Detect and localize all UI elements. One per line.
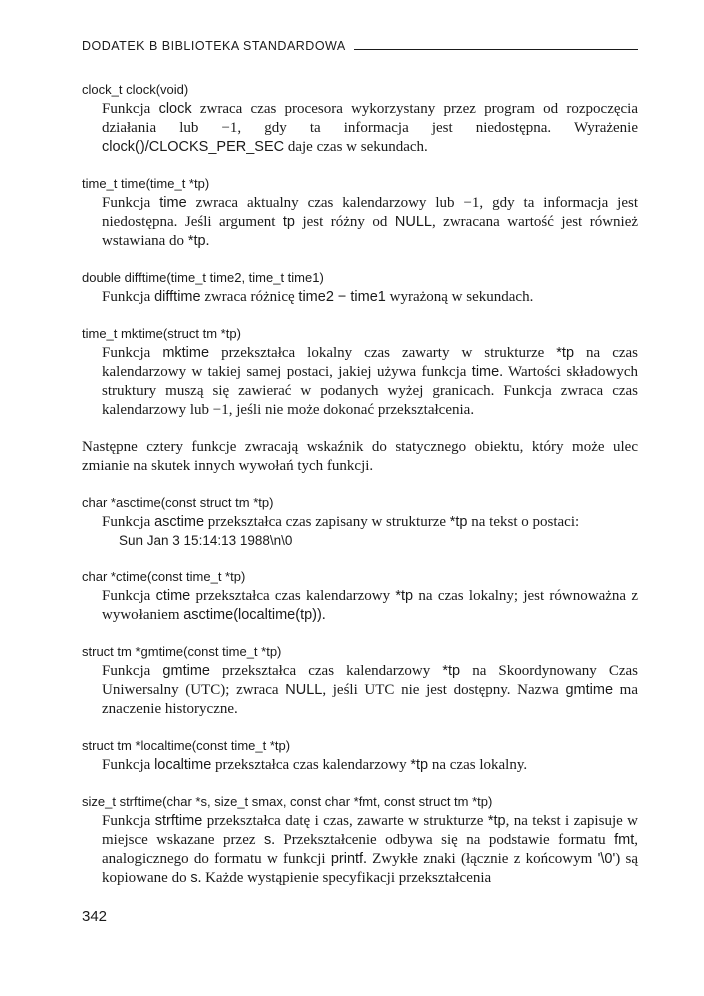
code-term: *tp [442, 663, 461, 679]
description-text: Funkcja [102, 757, 155, 773]
description-text: na tekst o postaci: [467, 514, 580, 530]
description-text: Funkcja [102, 101, 159, 117]
page-number: 342 [82, 908, 108, 925]
description-text: na czas lokalny; jest równoważna z wywołaniem [102, 588, 638, 623]
page-content [82, 81, 638, 906]
code-term: *tp [449, 514, 468, 530]
function-description [102, 587, 638, 625]
function-signature: char *asctime(const struct tm *tp) [82, 495, 274, 510]
code-term: strftime [154, 813, 203, 829]
code-term: gmtime [162, 663, 210, 679]
header-title: DODATEK B BIBLIOTEKA STANDARDOWA [82, 39, 346, 53]
function-description [102, 662, 638, 719]
running-header [82, 39, 638, 53]
code-term: difftime [154, 289, 201, 305]
code-term: time [159, 195, 187, 211]
code-term: mktime [162, 345, 210, 361]
description-text: przekształca czas kalendarzowy [211, 757, 411, 773]
description-text: . Przekształcenie odbywa się na podstawie formatu [271, 832, 615, 848]
description-text: na czas kalendarzowy w takiej samej postaci, jakiej używa funkcja [102, 345, 639, 380]
code-term: tp [282, 214, 295, 230]
code-term: clock()/CLOCKS_PER_SEC [102, 139, 285, 155]
function-description [102, 812, 638, 888]
output-example: Sun Jan 3 15:14:13 1988\n\0 [119, 533, 293, 548]
description-text: . [205, 233, 210, 249]
code-term: *tp [395, 588, 414, 604]
description-text: Funkcja [102, 813, 155, 829]
function-entry [82, 568, 638, 625]
code-term: fmt [614, 832, 635, 848]
function-description [102, 756, 638, 775]
function-signature: struct tm *gmtime(const time_t *tp) [82, 644, 282, 659]
function-description [102, 288, 638, 307]
description-text: jest różny od [294, 214, 395, 230]
code-term: time2 − time1 [298, 289, 386, 305]
description-text: zwraca czas procesora wykorzystany przez program od rozpoczęcia działania lub −1, gdy ta informacja jest niedostępna. Wyrażenie [102, 101, 638, 136]
function-signature: time_t time(time_t *tp) [82, 176, 210, 191]
description-text: . Wartości składowych struktury muszą się zawierać w podanych wyżej granicach. Funkcja zwraca czas kalendarzowy lub −1, jeśli nie może dokonać przekształcenia. [102, 364, 638, 418]
description-text: daje czas w sekundach. [284, 139, 428, 155]
description-text: , jeśli UTC nie jest dostępny. Nazwa [322, 682, 566, 698]
description-text: Funkcja [102, 345, 163, 361]
description-text: zwraca różnicę [200, 289, 299, 305]
code-term: *tp [187, 233, 206, 249]
function-signature: struct tm *localtime(const time_t *tp) [82, 738, 291, 753]
description-text: przekształca lokalny czas zawarty w strukturze [209, 345, 557, 361]
function-signature: double difftime(time_t time2, time_t time1) [82, 270, 324, 285]
description-text: , zwracana wartość jest również wstawiana do [102, 214, 639, 249]
description-text: wyrażoną w sekundach. [385, 289, 534, 305]
function-entry [82, 269, 638, 307]
code-term: ctime [155, 588, 191, 604]
description-text: Funkcja [102, 663, 163, 679]
description-text: przekształca czas zapisany w strukturze [204, 514, 450, 530]
function-description [102, 100, 638, 157]
function-entry [82, 737, 638, 775]
function-signature: clock_t clock(void) [82, 82, 189, 97]
function-entries-group-1 [82, 81, 638, 420]
function-entry [82, 81, 638, 157]
code-term: *tp [410, 757, 429, 773]
function-description [102, 344, 638, 420]
code-term: time [471, 364, 500, 380]
code-term: s [263, 832, 272, 848]
function-signature: time_t mktime(struct tm *tp) [82, 326, 241, 341]
code-term: asctime(localtime(tp)) [183, 607, 322, 623]
code-term: printf [330, 851, 364, 867]
function-entries-group-2 [82, 494, 638, 888]
description-text: ma znaczenie historyczne. [102, 682, 639, 717]
code-term: s [190, 870, 198, 886]
function-entry [82, 793, 638, 888]
code-term: NULL [285, 682, 323, 698]
code-term: gmtime [565, 682, 614, 698]
code-term: clock [158, 101, 192, 117]
code-term: *tp [556, 345, 575, 361]
function-signature: size_t strftime(char *s, size_t smax, const char *fmt, const struct tm *tp) [82, 794, 493, 809]
code-term: localtime [154, 757, 212, 773]
code-term: '\0' [597, 851, 616, 867]
description-text: na Skoordynowany Czas Uniwersalny (UTC); zwraca [102, 663, 638, 698]
description-text: , analogicznego do formatu w funkcji [102, 832, 638, 867]
function-signature: char *ctime(const time_t *tp) [82, 569, 246, 584]
description-text: , na tekst i zapisuje w miejsce wskazane przez [102, 813, 639, 848]
function-entry [82, 325, 638, 420]
function-entry [82, 643, 638, 719]
description-text: . Zwykłe znaki (łącznie z końcowym [363, 851, 598, 867]
function-description [102, 194, 638, 251]
function-description [102, 513, 638, 532]
description-text: ) są kopiowane do [102, 851, 638, 886]
description-text: na czas lokalny. [428, 757, 528, 773]
description-text: zwraca aktualny czas kalendarzowy lub −1, gdy ta informacja jest niedostępna. Jeśli argument [102, 195, 639, 230]
function-entry [82, 494, 638, 550]
description-text: Funkcja [102, 588, 156, 604]
description-text: przekształca datę i czas, zawarte w strukturze [202, 813, 488, 829]
description-text: Funkcja [102, 514, 155, 530]
description-text: przekształca czas kalendarzowy [190, 588, 396, 604]
code-term: asctime [154, 514, 205, 530]
intro-paragraph: Następne cztery funkcje zwracają wskaźnik do statycznego obiektu, który może ulec zmianie na skutek innych wywołań tych funkcji. [82, 439, 638, 474]
description-text: . Każde wystąpienie specyfikacji przekształcenia [197, 870, 492, 886]
code-term: *tp [487, 813, 506, 829]
header-rule [354, 49, 638, 50]
description-text: Funkcja [102, 289, 155, 305]
description-text: Funkcja [102, 195, 160, 211]
code-term: NULL [394, 214, 432, 230]
function-entry [82, 175, 638, 251]
description-text: . [321, 607, 326, 623]
description-text: przekształca czas kalendarzowy [209, 663, 443, 679]
